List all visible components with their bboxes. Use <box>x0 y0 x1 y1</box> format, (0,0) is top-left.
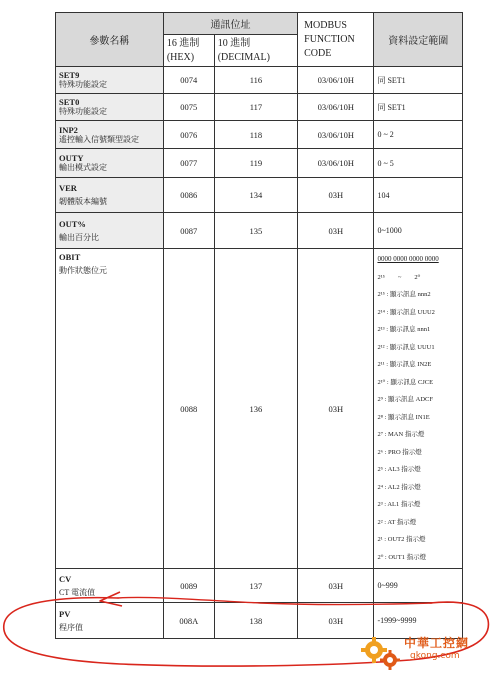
watermark-url: gkong.com <box>410 651 460 661</box>
param-desc: 動作狀態位元 <box>59 266 107 275</box>
table-row <box>56 213 463 249</box>
obit-bit-item: 2³ : AL1 指示燈 <box>377 501 421 508</box>
hex-cell: 0076 <box>163 121 214 149</box>
fc-cell: 03H <box>298 603 374 639</box>
hex-cell: 0087 <box>163 213 214 249</box>
header-range: 資料設定範圍 <box>374 13 463 67</box>
fc-cell: 03H <box>298 213 374 249</box>
obit-bit-item: 2¹⁴ : 顯示訊息 UUU2 <box>377 308 435 316</box>
range-cell: 104 <box>374 178 463 213</box>
param-desc: 輸出百分比 <box>59 232 99 242</box>
header-decimal <box>214 35 297 67</box>
range-cell: 同 SET1 <box>374 94 463 121</box>
obit-bit-item: 2⁶ : PRO 指示燈 <box>377 448 422 456</box>
param-desc: 輸出模式設定 <box>59 163 107 172</box>
table-row <box>56 149 463 178</box>
param-code: OUTY <box>59 153 84 163</box>
obit-bit-item: 2⁵ : AL3 指示燈 <box>377 466 421 473</box>
param-cell <box>56 249 164 569</box>
fc-cell: 03H <box>298 249 374 569</box>
param-code: OBIT <box>59 252 81 262</box>
obit-bit-item: 2¹² : 顯示訊息 UUU1 <box>377 343 435 351</box>
table-row <box>56 121 463 149</box>
header-address: 通訊位址 <box>163 13 297 35</box>
param-code: PV <box>59 608 71 619</box>
dec-cell: 135 <box>214 213 297 249</box>
param-cell <box>56 213 164 249</box>
param-cell <box>56 67 164 94</box>
dec-cell: 136 <box>214 249 297 569</box>
param-desc: 程序值 <box>59 622 83 632</box>
hex-cell: 0074 <box>163 67 214 94</box>
param-desc: CT 電流值 <box>59 587 96 597</box>
range-cell: 同 SET1 <box>374 67 463 94</box>
obit-bit-item: 2⁹ : 顯示訊息 ADCF <box>377 396 433 403</box>
obit-bit-item: 0000 0000 0000 0000 <box>377 255 439 263</box>
gear-logo-icon <box>360 634 404 674</box>
table-row <box>56 94 463 121</box>
param-cell <box>56 603 164 639</box>
header-hex <box>163 35 214 67</box>
param-code: SET0 <box>59 97 80 107</box>
header-param-name: 參數名稱 <box>56 13 164 67</box>
obit-bit-item: 2² : AT 指示燈 <box>377 518 417 526</box>
fc-cell: 03H <box>298 569 374 603</box>
fc-cell: 03/06/10H <box>298 94 374 121</box>
param-desc: 特殊功能設定 <box>59 80 107 89</box>
header-hex-text: 16 進制 (HEX) <box>166 37 200 63</box>
hex-cell: 0089 <box>163 569 214 603</box>
obit-bit-item: 2¹³ : 顯示訊息 nnn1 <box>377 326 431 333</box>
hex-cell: 0086 <box>163 178 214 213</box>
param-cell <box>56 569 164 603</box>
table-row <box>56 569 463 603</box>
obit-bit-item: 2¹ : OUT2 指示燈 <box>377 536 426 543</box>
param-desc: 遙控輸入信號類型設定 <box>59 134 139 144</box>
obit-bit-item: 2⁸ : 顯示訊息 IN1E <box>377 413 430 421</box>
param-desc: 韌體版本編號 <box>59 197 107 206</box>
register-table <box>55 12 463 639</box>
param-cell <box>56 94 164 121</box>
dec-cell: 134 <box>214 178 297 213</box>
table-row <box>56 67 463 94</box>
param-code: SET9 <box>59 70 80 80</box>
dec-cell: 117 <box>214 94 297 121</box>
obit-bit-list <box>377 249 459 568</box>
range-cell: 0 ~ 5 <box>374 149 463 178</box>
obit-bit-item: 2⁴ : AL2 指示燈 <box>377 483 421 491</box>
table-row <box>56 249 463 569</box>
dec-cell: 119 <box>214 149 297 178</box>
watermark-site-name: 中華工控網 <box>404 636 470 650</box>
obit-bit-item: 2¹⁰ : 顯示訊息 CJCE <box>377 378 434 386</box>
hex-cell: 0088 <box>163 249 214 569</box>
param-code: CV <box>59 573 72 584</box>
range-cell: 0~1000 <box>374 213 463 249</box>
obit-bit-item: 2¹¹ : 顯示訊息 IN2E <box>377 361 432 368</box>
fc-cell: 03/06/10H <box>298 67 374 94</box>
dec-cell: 118 <box>214 121 297 149</box>
param-desc: 特殊功能設定 <box>59 107 107 116</box>
fc-cell: 03/06/10H <box>298 121 374 149</box>
param-cell <box>56 149 164 178</box>
hex-cell: 0077 <box>163 149 214 178</box>
range-cell <box>374 249 463 569</box>
header-function-code <box>298 13 374 67</box>
param-cell <box>56 121 164 149</box>
param-code: OUT% <box>59 218 86 229</box>
fc-cell: 03/06/10H <box>298 149 374 178</box>
obit-bit-item: 2¹⁵ : 顯示訊息 nnn2 <box>377 291 431 298</box>
param-cell <box>56 178 164 213</box>
header-function-code-text: MODBUS FUNCTION CODE <box>304 19 355 59</box>
range-cell: -1999~9999 <box>374 603 463 639</box>
hex-cell: 0075 <box>163 94 214 121</box>
range-cell: 0~999 <box>374 569 463 603</box>
hex-cell: 008A <box>163 603 214 639</box>
obit-bit-item: 2⁷ : MAN 指示燈 <box>377 431 425 438</box>
watermark <box>360 634 490 674</box>
param-code: INP2 <box>59 124 78 135</box>
obit-bit-item: 2¹⁵ ~ 2⁰ <box>377 273 421 281</box>
obit-bit-item: 2⁰ : OUT1 指示燈 <box>377 553 427 561</box>
table-row <box>56 178 463 213</box>
dec-cell: 116 <box>214 67 297 94</box>
header-decimal-text: 10 進制 (DECIMAL) <box>217 37 270 63</box>
fc-cell: 03H <box>298 178 374 213</box>
dec-cell: 137 <box>214 569 297 603</box>
range-cell: 0 ~ 2 <box>374 121 463 149</box>
dec-cell: 138 <box>214 603 297 639</box>
param-code: VER <box>59 183 77 193</box>
